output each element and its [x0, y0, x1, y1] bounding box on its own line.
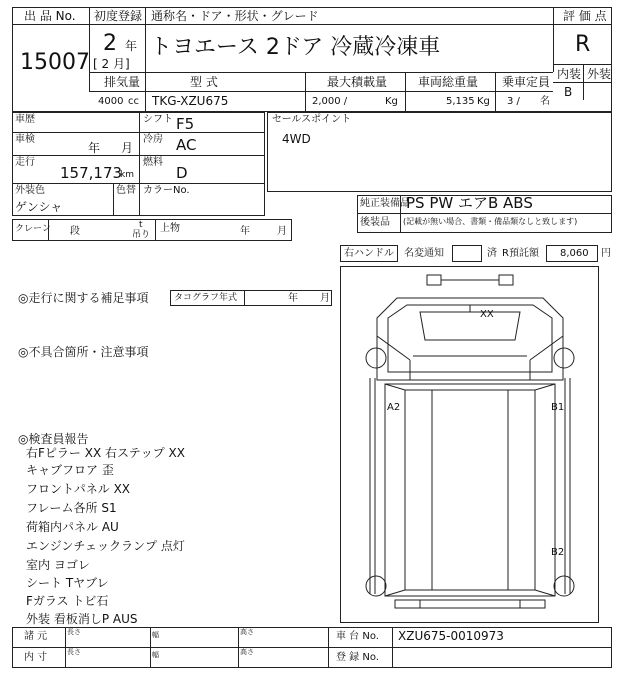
color-code-label: カラーNo.: [143, 185, 190, 196]
crane-stage-unit: 段: [70, 226, 80, 237]
gross-weight-unit: Kg: [477, 96, 490, 107]
driving-notes-title: ◎走行に関する補足事項: [18, 291, 149, 305]
history-label: 車歴: [15, 114, 35, 125]
max-load-unit: Kg: [385, 96, 398, 107]
defects-title: ◎不具合箇所・注意事項: [18, 345, 149, 359]
divider: [150, 627, 151, 668]
list-item: 外装 看板消しP AUS: [26, 612, 138, 626]
mileage-value: 157,173: [60, 164, 123, 182]
capacity-value: 3 /: [507, 96, 520, 107]
color-value: ゲンシャ: [15, 200, 63, 214]
capacity-unit: 名: [540, 96, 550, 107]
name-change-label: 名変通知: [404, 248, 444, 259]
height-label-2: 高さ: [240, 648, 254, 656]
car-info-label: 通称名・ドア・形状・グレード: [151, 9, 319, 23]
aftermarket-note: (記載が無い場合、書類・備品類なしと致します): [403, 217, 578, 226]
displacement-unit: cc: [128, 96, 139, 107]
sales-point-value: 4WD: [282, 132, 311, 146]
lift-month-unit: 月: [277, 226, 287, 237]
width-label: 幅: [152, 631, 159, 639]
length-label-2: 長さ: [67, 648, 81, 656]
damage-mark-front: XX: [480, 309, 494, 320]
equipment-value: PS PW エアB ABS: [406, 194, 533, 212]
color-change-label: 色替: [116, 185, 136, 196]
spec-label-gross: 車両総重量: [418, 75, 479, 89]
color-label: 外装色: [15, 185, 45, 196]
lot-no-label: 出 品 No.: [24, 9, 76, 23]
max-load-value: 2,000 /: [312, 96, 348, 107]
fuel-value: D: [176, 164, 188, 182]
tacho-month-unit: 月: [320, 293, 330, 304]
crane-hang: 吊り: [132, 230, 151, 240]
shift-value: F5: [176, 115, 195, 133]
divider: [65, 627, 66, 668]
shift-label: シフト: [143, 114, 173, 125]
list-item: フロントパネル XX: [26, 482, 131, 496]
inner-dims-row-label: 内 寸: [24, 652, 48, 663]
inspection-label: 車検: [15, 134, 35, 145]
spec-label-displacement: 排気量: [104, 75, 141, 89]
first-reg-label: 初度登録: [94, 9, 143, 23]
inspection-month-unit: 月: [121, 141, 134, 155]
displacement-value: 4000: [98, 96, 124, 107]
mileage-unit: km: [120, 170, 134, 180]
divider: [328, 627, 329, 668]
chassis-label: 車 台 No.: [336, 631, 379, 642]
height-label: 高さ: [240, 628, 254, 636]
car-name: トヨエース 2ドア 冷蔵冷凍車: [150, 35, 441, 60]
tachograph-label: タコグラフ年式: [174, 293, 238, 303]
chassis-no: XZU675-0010973: [398, 629, 504, 643]
divider: [238, 627, 239, 668]
list-item: 荷箱内パネル AU: [26, 520, 119, 534]
recycle-fee-label: R預託額: [502, 248, 539, 259]
inspector-title: ◎検査員報告: [18, 432, 89, 446]
damage-mark-left: A2: [387, 402, 401, 413]
spec-label-model: 型 式: [190, 75, 218, 89]
grade-value: R: [575, 32, 591, 57]
inspection-year-unit: 年: [88, 141, 101, 155]
model-code: TKG-XZU675: [152, 94, 229, 108]
steering-value: 右ハンドル: [344, 248, 394, 259]
list-item: エンジンチェックランプ 点灯: [26, 539, 185, 553]
registration-label: 登 録 No.: [336, 652, 379, 663]
interior-grade: B: [564, 85, 573, 99]
list-item: 室内 ヨゴレ: [26, 558, 90, 572]
width-label-2: 幅: [152, 651, 159, 659]
grade-label: 評 価 点: [563, 9, 607, 23]
lot-no-value: 15007: [20, 50, 90, 75]
list-item: キャブフロア 歪: [26, 463, 114, 477]
first-reg-year-unit: 年: [125, 39, 138, 53]
ac-value: AC: [176, 136, 197, 154]
interior-label: 内装: [557, 67, 582, 81]
crane-ton-unit: t: [139, 220, 143, 230]
divider: [12, 647, 612, 648]
recycle-fee-value: 8,060: [560, 248, 589, 259]
list-item: 右Fピラー XX 右ステップ XX: [26, 446, 185, 460]
fuel-label: 燃料: [143, 157, 163, 168]
list-item: フレーム各所 S1: [26, 501, 117, 515]
ac-label: 冷房: [143, 134, 163, 145]
first-reg-year: 2: [103, 31, 117, 56]
recycle-done-label: 済: [487, 248, 497, 259]
divider: [392, 627, 393, 668]
lift-label: 上物: [160, 223, 180, 234]
damage-mark-rear-right: B2: [551, 547, 565, 558]
aftermarket-label: 後装品: [360, 217, 390, 228]
specs-row-label: 諸 元: [24, 631, 48, 642]
mileage-label: 走行: [15, 157, 35, 168]
lift-year-unit: 年: [240, 226, 250, 237]
yen-unit: 円: [601, 248, 611, 259]
spec-label-maxload: 最大積載量: [327, 75, 388, 89]
equipment-label: 純正装備品: [360, 198, 410, 209]
length-label: 長さ: [67, 628, 81, 636]
exterior-label: 外装: [587, 67, 612, 81]
list-item: シート Tヤブレ: [26, 576, 109, 590]
spec-label-capacity: 乗車定員: [502, 75, 551, 89]
damage-mark-right: B1: [551, 402, 565, 413]
first-reg-month: [ 2 月]: [93, 57, 130, 71]
list-item: Fガラス トビ石: [26, 594, 109, 608]
gross-weight-value: 5,135: [446, 96, 475, 107]
sales-point-label: セールスポイント: [272, 114, 352, 125]
tacho-year-unit: 年: [288, 293, 298, 304]
crane-label: クレーン: [15, 224, 51, 234]
